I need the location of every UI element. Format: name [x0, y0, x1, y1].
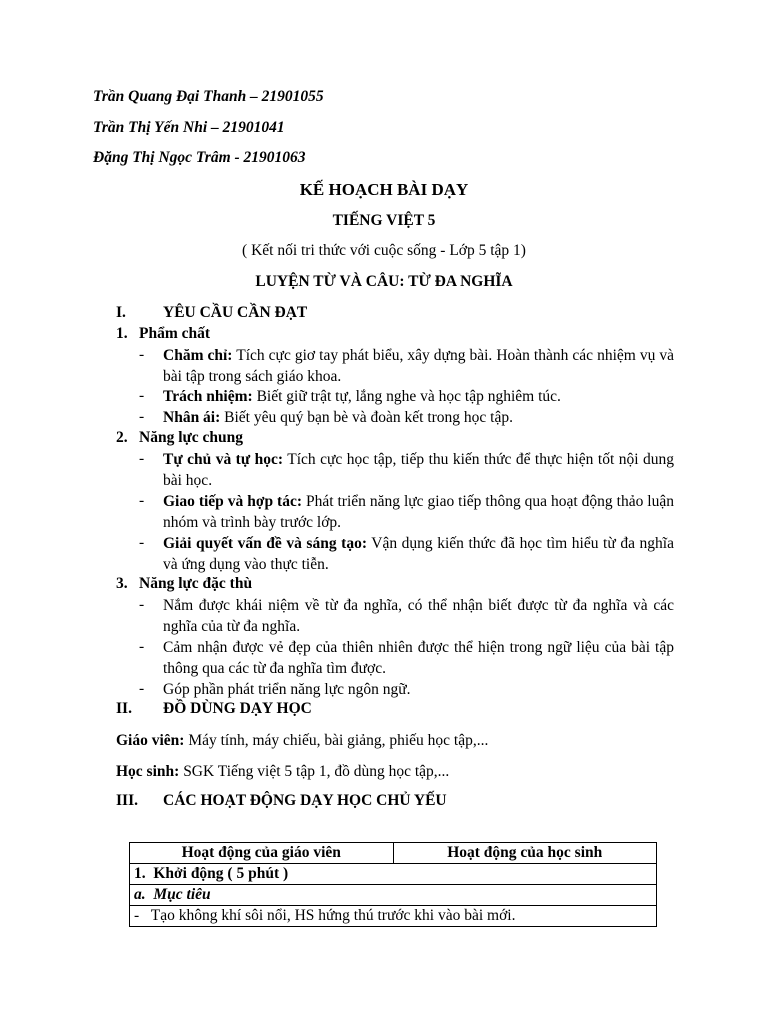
- column-header: Hoạt động của giáo viên: [130, 843, 394, 864]
- row-heading: Mục tiêu: [153, 886, 211, 903]
- list-item: [163, 386, 674, 407]
- item-text: Tích cực giơ tay phát biểu, xây dựng bài. Hoàn thành các nhiệm vụ và bài tập trong sách giáo khoa.: [163, 347, 674, 385]
- item-label: Tự chủ và tự học:: [163, 451, 284, 468]
- table-cell: [130, 906, 657, 927]
- book-title: ( Kết nối tri thức với cuộc sống - Lớp 5 tập 1): [242, 242, 526, 259]
- subsection-number: 3.: [116, 575, 128, 592]
- teacher-materials: [116, 732, 488, 750]
- table-row: [130, 906, 657, 927]
- list-item: Góp phần phát triển năng lực ngôn ngữ.: [163, 681, 411, 698]
- subsection-heading: Năng lực đặc thù: [139, 575, 253, 592]
- student-label: Học sinh:: [116, 763, 180, 780]
- row-heading: Khởi động ( 5 phút ): [153, 865, 289, 882]
- list-item: [163, 491, 674, 533]
- section-number: III.: [116, 792, 138, 809]
- table-cell: [130, 885, 657, 906]
- subsection-number: 2.: [116, 429, 128, 446]
- author-line: Đặng Thị Ngọc Trâm - 21901063: [93, 149, 306, 166]
- student-text: SGK Tiếng việt 5 tập 1, đồ dùng học tập,...: [179, 763, 450, 780]
- row-letter: a.: [134, 886, 146, 903]
- table-row: [130, 864, 657, 885]
- item-label: Nhân ái:: [163, 409, 221, 426]
- list-dash: -: [139, 492, 145, 509]
- lesson-title: LUYỆN TỪ VÀ CÂU: TỪ ĐA NGHĨA: [255, 273, 513, 290]
- row-number: 1.: [134, 865, 146, 882]
- subsection-heading: Phẩm chất: [139, 325, 211, 342]
- list-item: Cảm nhận được vẻ đẹp của thiên nhiên được thể hiện trong ngữ liệu của bài tập thông qua các từ đa nghĩa tìm được.: [163, 639, 674, 677]
- item-label: Giao tiếp và hợp tác:: [163, 493, 302, 510]
- section-heading: YÊU CẦU CẦN ĐẠT: [163, 304, 308, 321]
- teacher-text: Máy tính, máy chiếu, bài giảng, phiếu học tập,...: [184, 732, 489, 749]
- item-text: Biết giữ trật tự, lắng nghe và học tập nghiêm túc.: [252, 388, 561, 405]
- subject-title: TIẾNG VIỆT 5: [332, 212, 436, 229]
- list-dash: -: [139, 346, 145, 363]
- teacher-label: Giáo viên:: [116, 732, 185, 749]
- item-text: Vận dụng kiến thức đã học tìm hiểu từ đa nghĩa và ứng dụng vào thực tiễn.: [163, 535, 674, 573]
- list-item: [163, 345, 674, 387]
- column-header: Hoạt động của học sinh: [393, 843, 657, 864]
- page-title: KẾ HOẠCH BÀI DẠY: [299, 180, 469, 199]
- section-number: II.: [116, 700, 132, 717]
- list-item: [163, 449, 674, 491]
- list-dash: -: [139, 450, 145, 467]
- item-label: Giải quyết vấn đề và sáng tạo:: [163, 535, 367, 552]
- item-label: Trách nhiệm:: [163, 388, 253, 405]
- item-text: Phát triển năng lực giao tiếp thông qua hoạt động thảo luận nhóm và trình bày trước lớp.: [163, 493, 674, 531]
- section-heading: CÁC HOẠT ĐỘNG DẠY HỌC CHỦ YẾU: [163, 792, 447, 809]
- list-dash: -: [139, 387, 145, 404]
- student-materials: [116, 763, 449, 781]
- section-number: I.: [116, 304, 126, 321]
- item-label: Chăm chỉ:: [163, 347, 233, 364]
- list-dash: -: [139, 596, 145, 613]
- table-row: [130, 885, 657, 906]
- item-text: Biết yêu quý bạn bè và đoàn kết trong học tập.: [220, 409, 513, 426]
- list-dash: -: [139, 680, 145, 697]
- subsection-number: 1.: [116, 325, 128, 342]
- author-line: Trần Thị Yến Nhi – 21901041: [93, 119, 285, 136]
- activities-table: [129, 842, 657, 927]
- section-heading: ĐỒ DÙNG DẠY HỌC: [163, 700, 312, 717]
- table-header-row: [130, 843, 657, 864]
- list-item: [163, 407, 674, 428]
- list-item: Nắm được khái niệm về từ đa nghĩa, có thể nhận biết được từ đa nghĩa và các nghĩa của từ đa nghĩa.: [163, 597, 674, 635]
- row-dash: -: [134, 907, 140, 924]
- author-line: Trần Quang Đại Thanh – 21901055: [93, 88, 324, 105]
- list-dash: -: [139, 408, 145, 425]
- table-cell: [130, 864, 657, 885]
- row-text: Tạo không khí sôi nổi, HS hứng thú trước khi vào bài mới.: [150, 907, 516, 924]
- list-item: [163, 533, 674, 575]
- list-dash: -: [139, 638, 145, 655]
- item-text: Tích cực học tập, tiếp thu kiến thức để thực hiện tốt nội dung bài học.: [163, 451, 674, 489]
- subsection-heading: Năng lực chung: [139, 429, 244, 446]
- list-dash: -: [139, 534, 145, 551]
